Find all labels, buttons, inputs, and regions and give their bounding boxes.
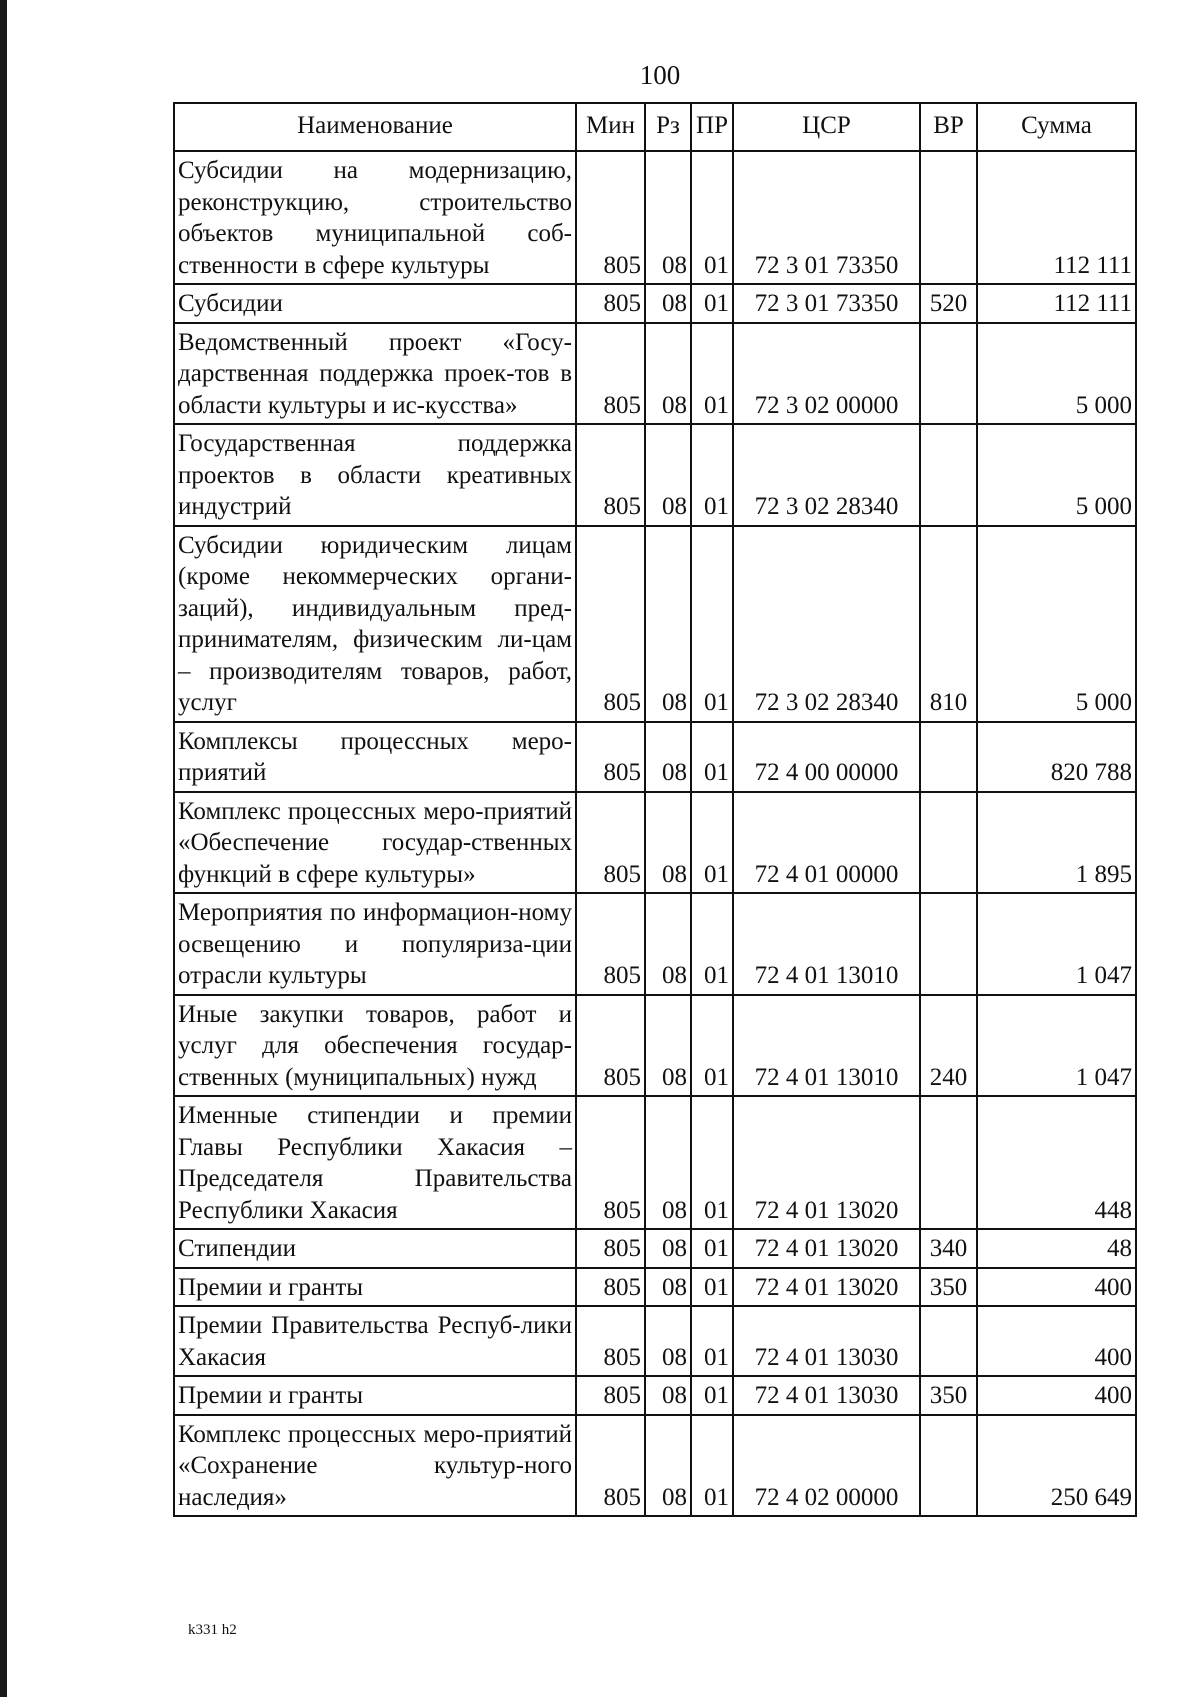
cell-min: 805 <box>576 284 645 323</box>
cell-vr <box>920 1096 977 1229</box>
header-name: Наименование <box>174 103 576 151</box>
cell-csr: 72 3 02 28340 <box>733 424 920 526</box>
cell-rz: 08 <box>645 1376 691 1415</box>
cell-rz: 08 <box>645 1415 691 1517</box>
cell-name: Стипендии <box>174 1229 576 1268</box>
header-pr: ПР <box>691 103 733 151</box>
cell-pr: 01 <box>691 893 733 995</box>
cell-pr: 01 <box>691 1229 733 1268</box>
cell-pr: 01 <box>691 526 733 722</box>
cell-csr: 72 4 01 13010 <box>733 893 920 995</box>
cell-pr: 01 <box>691 1268 733 1307</box>
cell-min: 805 <box>576 792 645 894</box>
cell-rz: 08 <box>645 1229 691 1268</box>
cell-vr <box>920 151 977 284</box>
cell-pr: 01 <box>691 424 733 526</box>
cell-vr <box>920 893 977 995</box>
cell-min: 805 <box>576 722 645 792</box>
table-row <box>174 995 1136 1097</box>
cell-csr: 72 4 01 13030 <box>733 1376 920 1415</box>
cell-sum: 448 <box>977 1096 1136 1229</box>
cell-vr <box>920 1306 977 1376</box>
cell-vr: 810 <box>920 526 977 722</box>
cell-rz: 08 <box>645 1306 691 1376</box>
table-row <box>174 424 1136 526</box>
cell-name: Комплекс процессных меро-приятий «Обеспечение государ-ственных функций в сфере культуры» <box>174 792 576 894</box>
cell-sum: 5 000 <box>977 526 1136 722</box>
cell-csr: 72 4 01 13020 <box>733 1096 920 1229</box>
cell-name: Премии и гранты <box>174 1268 576 1307</box>
table-row <box>174 151 1136 284</box>
cell-min: 805 <box>576 893 645 995</box>
cell-vr: 350 <box>920 1268 977 1307</box>
cell-min: 805 <box>576 995 645 1097</box>
table-row <box>174 1306 1136 1376</box>
cell-rz: 08 <box>645 526 691 722</box>
table-row <box>174 1268 1136 1307</box>
cell-name: Иные закупки товаров, работ и услуг для обеспечения государ-ственных (муниципальных) нужд <box>174 995 576 1097</box>
table-row <box>174 323 1136 425</box>
budget-table <box>173 102 1137 1517</box>
cell-pr: 01 <box>691 1096 733 1229</box>
cell-sum: 400 <box>977 1268 1136 1307</box>
cell-rz: 08 <box>645 424 691 526</box>
cell-rz: 08 <box>645 323 691 425</box>
cell-sum: 112 111 <box>977 284 1136 323</box>
cell-vr: 520 <box>920 284 977 323</box>
cell-sum: 250 649 <box>977 1415 1136 1517</box>
cell-name: Государственная поддержка проектов в области креативных индустрий <box>174 424 576 526</box>
cell-sum: 48 <box>977 1229 1136 1268</box>
cell-min: 805 <box>576 151 645 284</box>
cell-sum: 1 047 <box>977 893 1136 995</box>
cell-csr: 72 3 02 00000 <box>733 323 920 425</box>
cell-name: Именные стипендии и премии Главы Республики Хакасия – Председателя Правительства Республики Хакасия <box>174 1096 576 1229</box>
header-rz: Рз <box>645 103 691 151</box>
cell-rz: 08 <box>645 1096 691 1229</box>
cell-csr: 72 3 01 73350 <box>733 284 920 323</box>
cell-sum: 820 788 <box>977 722 1136 792</box>
table-row <box>174 792 1136 894</box>
cell-min: 805 <box>576 1376 645 1415</box>
table-row <box>174 284 1136 323</box>
cell-vr <box>920 1415 977 1517</box>
cell-csr: 72 3 02 28340 <box>733 526 920 722</box>
cell-csr: 72 4 01 00000 <box>733 792 920 894</box>
cell-csr: 72 4 01 13030 <box>733 1306 920 1376</box>
cell-min: 805 <box>576 1268 645 1307</box>
cell-vr: 350 <box>920 1376 977 1415</box>
cell-name: Субсидии юридическим лицам (кроме некоммерческих органи-заций), индивидуальным пред-принимателям, физическим ли-цам – производителям товаров, работ, услуг <box>174 526 576 722</box>
header-row <box>174 103 1136 151</box>
cell-sum: 1 047 <box>977 995 1136 1097</box>
cell-pr: 01 <box>691 151 733 284</box>
table-row <box>174 722 1136 792</box>
header-sum: Сумма <box>977 103 1136 151</box>
cell-rz: 08 <box>645 792 691 894</box>
table-row <box>174 1415 1136 1517</box>
cell-name: Субсидии <box>174 284 576 323</box>
cell-name: Премии Правительства Респуб-лики Хакасия <box>174 1306 576 1376</box>
table-row <box>174 1229 1136 1268</box>
header-vr: ВР <box>920 103 977 151</box>
cell-name: Комплексы процессных меро-приятий <box>174 722 576 792</box>
table-row <box>174 1096 1136 1229</box>
cell-name: Субсидии на модернизацию, реконструкцию, строительство объектов муниципальной соб-ственности в сфере культуры <box>174 151 576 284</box>
cell-min: 805 <box>576 424 645 526</box>
cell-sum: 112 111 <box>977 151 1136 284</box>
cell-sum: 5 000 <box>977 323 1136 425</box>
cell-vr: 240 <box>920 995 977 1097</box>
cell-pr: 01 <box>691 284 733 323</box>
cell-min: 805 <box>576 526 645 722</box>
cell-csr: 72 4 01 13010 <box>733 995 920 1097</box>
cell-pr: 01 <box>691 1415 733 1517</box>
cell-min: 805 <box>576 1415 645 1517</box>
cell-csr: 72 4 02 00000 <box>733 1415 920 1517</box>
cell-pr: 01 <box>691 792 733 894</box>
cell-min: 805 <box>576 323 645 425</box>
scan-edge <box>0 0 7 1697</box>
cell-vr <box>920 792 977 894</box>
cell-name: Ведомственный проект «Госу-дарственная поддержка проек-тов в области культуры и ис-кусства» <box>174 323 576 425</box>
cell-pr: 01 <box>691 323 733 425</box>
cell-rz: 08 <box>645 722 691 792</box>
table-row <box>174 526 1136 722</box>
cell-min: 805 <box>576 1096 645 1229</box>
cell-sum: 400 <box>977 1306 1136 1376</box>
cell-pr: 01 <box>691 1306 733 1376</box>
cell-name: Комплекс процессных меро-приятий «Сохранение культур-ного наследия» <box>174 1415 576 1517</box>
cell-vr <box>920 722 977 792</box>
cell-rz: 08 <box>645 995 691 1097</box>
page-number: 100 <box>639 60 681 90</box>
table-row <box>174 1376 1136 1415</box>
cell-sum: 400 <box>977 1376 1136 1415</box>
cell-rz: 08 <box>645 284 691 323</box>
header-csr: ЦСР <box>733 103 920 151</box>
cell-rz: 08 <box>645 893 691 995</box>
cell-csr: 72 4 00 00000 <box>733 722 920 792</box>
cell-pr: 01 <box>691 995 733 1097</box>
cell-name: Мероприятия по информацион-ному освещению и популяриза-ции отрасли культуры <box>174 893 576 995</box>
table-row <box>174 893 1136 995</box>
cell-vr <box>920 424 977 526</box>
header-min: Мин <box>576 103 645 151</box>
cell-rz: 08 <box>645 1268 691 1307</box>
cell-pr: 01 <box>691 1376 733 1415</box>
cell-min: 805 <box>576 1229 645 1268</box>
cell-rz: 08 <box>645 151 691 284</box>
cell-vr: 340 <box>920 1229 977 1268</box>
table-body <box>174 151 1136 1516</box>
cell-csr: 72 3 01 73350 <box>733 151 920 284</box>
cell-csr: 72 4 01 13020 <box>733 1268 920 1307</box>
cell-sum: 5 000 <box>977 424 1136 526</box>
cell-csr: 72 4 01 13020 <box>733 1229 920 1268</box>
cell-name: Премии и гранты <box>174 1376 576 1415</box>
cell-pr: 01 <box>691 722 733 792</box>
cell-sum: 1 895 <box>977 792 1136 894</box>
cell-vr <box>920 323 977 425</box>
cell-min: 805 <box>576 1306 645 1376</box>
footer-code: k331 h2 <box>188 1622 237 1638</box>
